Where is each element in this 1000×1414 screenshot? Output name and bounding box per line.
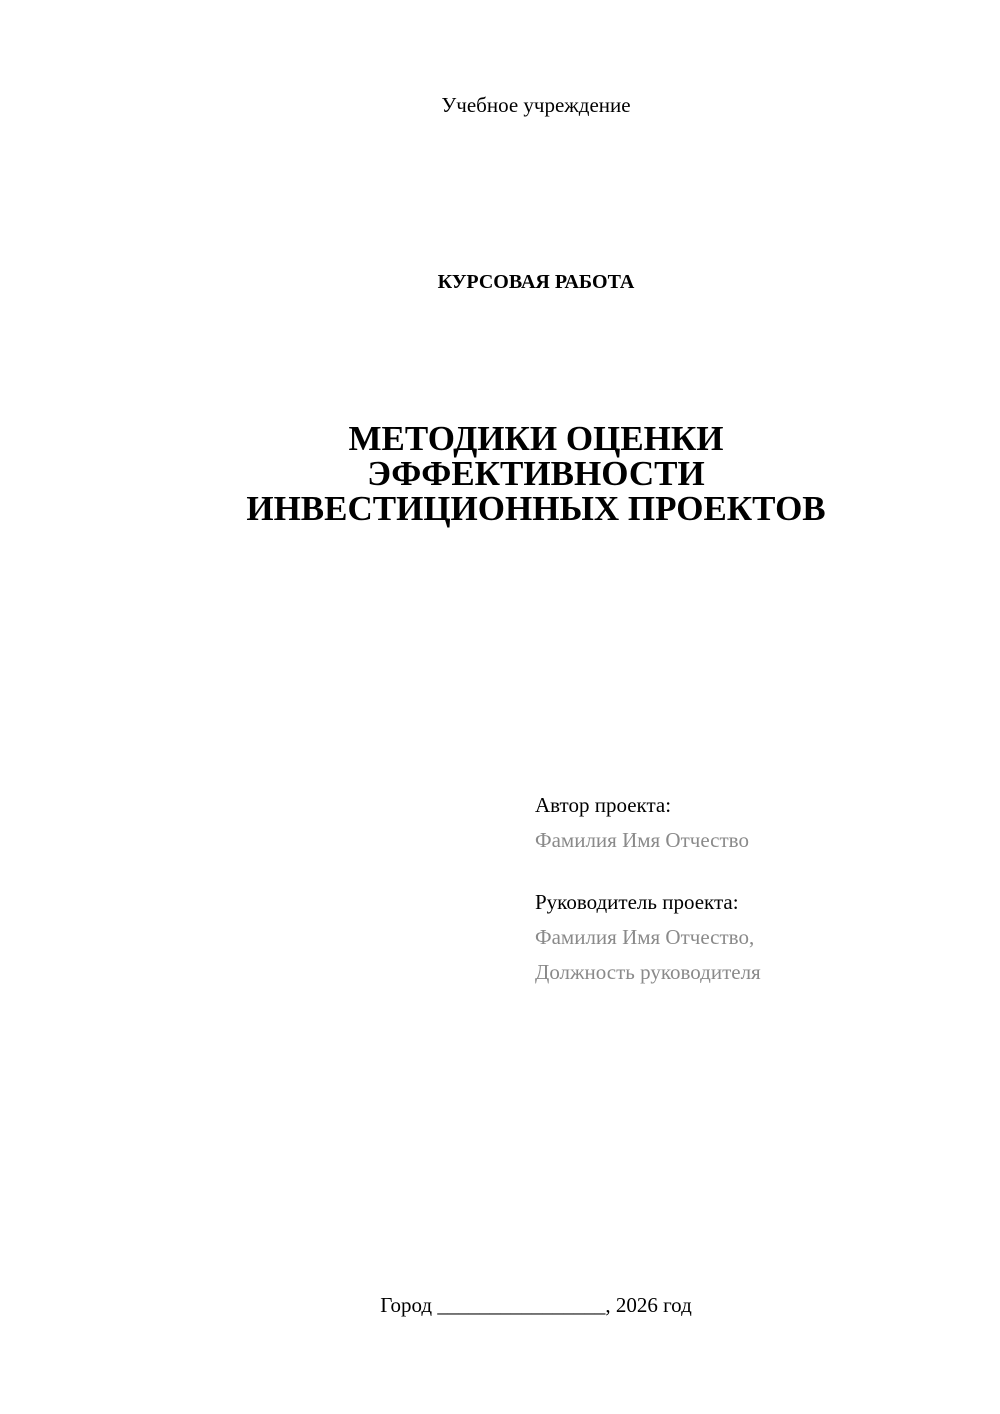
supervisor-position: Должность руководителя — [535, 960, 761, 984]
work-type: КУРСОВАЯ РАБОТА — [437, 271, 635, 293]
institution-name: Учебное учреждение — [441, 93, 631, 117]
title-line-2: ЭФФЕКТИВНОСТИ — [367, 454, 705, 493]
title-line-3: ИНВЕСТИЦИОННЫХ ПРОЕКТОВ — [246, 489, 826, 528]
title-line-1: МЕТОДИКИ ОЦЕНКИ — [348, 419, 724, 458]
author-label: Автор проекта: — [535, 793, 672, 817]
supervisor-label: Руководитель проекта: — [535, 890, 739, 914]
supervisor-name: Фамилия Имя Отчество, — [535, 925, 755, 949]
credits-spacer — [535, 858, 975, 885]
author-name: Фамилия Имя Отчество — [535, 828, 749, 852]
document-title — [0, 421, 1000, 526]
credits-block — [535, 788, 975, 990]
city-year-footer: Город ________________, 2026 год — [380, 1293, 692, 1317]
